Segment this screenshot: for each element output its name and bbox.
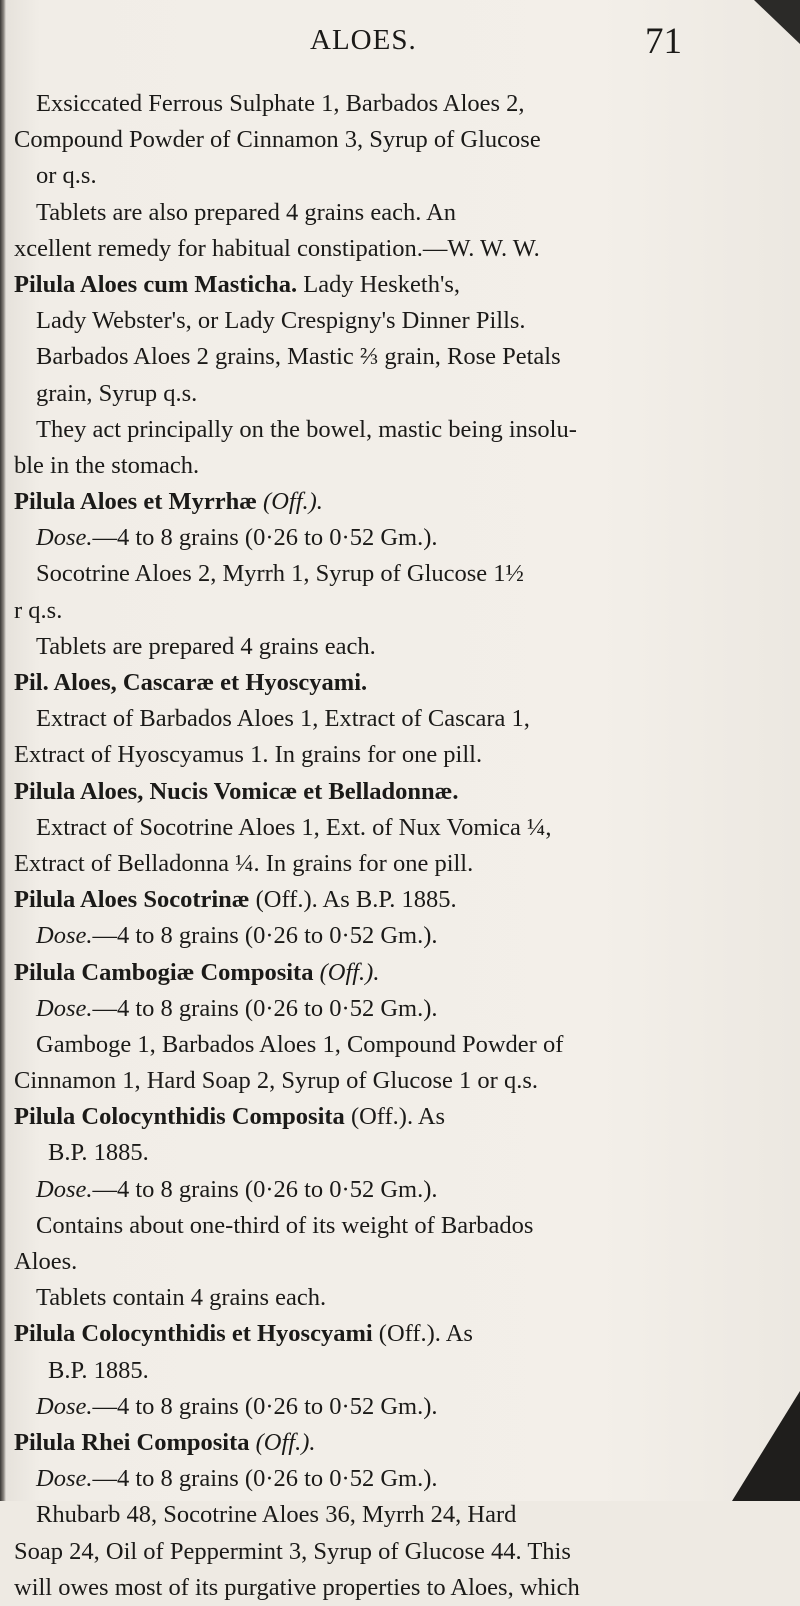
dose-line: Dose.—4 to 8 grains (0·26 to 0·52 Gm.). xyxy=(36,524,438,552)
text-line: Extract of Socotrine Aloes 1, Ext. of Nux Vomica ¼, xyxy=(36,813,552,841)
text-line: Lady Webster's, or Lady Crespigny's Dinner Pills. xyxy=(36,307,526,335)
dose-line: Dose.—4 to 8 grains (0·26 to 0·52 Gm.). xyxy=(36,994,438,1022)
text-line: Compound Powder of Cinnamon 3, Syrup of Glucose xyxy=(14,126,541,154)
text-line: They act principally on the bowel, mastic being insolu- xyxy=(36,415,577,443)
entry-heading: Pilula Aloes cum Masticha. Lady Hesketh's, xyxy=(14,270,461,298)
entry-heading: Pilula Aloes Socotrinæ (Off.). As B.P. 1885. xyxy=(14,886,457,914)
page-gutter-shadow xyxy=(0,0,6,1501)
text-line: Extract of Barbados Aloes 1, Extract of Cascara 1, xyxy=(36,705,530,733)
entry-heading: Pilula Colocynthidis et Hyoscyami (Off.). As xyxy=(14,1320,473,1348)
page-header xyxy=(0,20,800,64)
text-line: Rhubarb 48, Socotrine Aloes 36, Myrrh 24, Hard xyxy=(36,1501,517,1529)
text-line: Tablets contain 4 grains each. xyxy=(36,1284,327,1312)
text-line: grain, Syrup q.s. xyxy=(36,379,198,407)
text-line: will owes most of its purgative properties to Aloes, which xyxy=(14,1573,580,1601)
text-line: Tablets are prepared 4 grains each. xyxy=(36,632,376,660)
dose-line: Dose.—4 to 8 grains (0·26 to 0·52 Gm.). xyxy=(36,922,438,950)
text-line: Cinnamon 1, Hard Soap 2, Syrup of Glucose 1 or q.s. xyxy=(14,1067,538,1095)
text-line: B.P. 1885. xyxy=(48,1139,149,1167)
entry-heading: Pilula Colocynthidis Composita (Off.). As xyxy=(14,1103,446,1131)
entry-heading: Pil. Aloes, Cascaræ et Hyoscyami. xyxy=(14,669,368,696)
text-line: Extract of Hyoscyamus 1. In grains for one pill. xyxy=(14,741,483,769)
text-line: Aloes. xyxy=(14,1248,78,1275)
text-line: Exsiccated Ferrous Sulphate 1, Barbados Aloes 2, xyxy=(36,90,525,117)
text-line: Barbados Aloes 2 grains, Mastic ⅔ grain, Rose Petals xyxy=(36,343,561,371)
text-line: Tablets are also prepared 4 grains each. An xyxy=(36,198,457,226)
text-line: xcellent remedy for habitual constipation.—W. W. W. xyxy=(14,234,540,262)
text-line: Soap 24, Oil of Peppermint 3, Syrup of Glucose 44. This xyxy=(14,1537,571,1565)
entry-heading: Pilula Cambogiæ Composita (Off.). xyxy=(14,958,380,986)
running-head: ALOES. xyxy=(310,24,417,56)
dose-line: Dose.—4 to 8 grains (0·26 to 0·52 Gm.). xyxy=(36,1465,438,1493)
text-line: Contains about one-third of its weight of Barbados xyxy=(36,1211,534,1239)
text-line: ble in the stomach. xyxy=(14,451,200,479)
text-line: B.P. 1885. xyxy=(48,1356,149,1384)
entry-heading: Pilula Aloes et Myrrhæ (Off.). xyxy=(14,488,323,516)
entry-heading: Pilula Aloes, Nucis Vomicæ et Belladonnæ. xyxy=(14,777,459,805)
text-line: Extract of Belladonna ¼. In grains for one pill. xyxy=(14,849,474,877)
text-line: Socotrine Aloes 2, Myrrh 1, Syrup of Glucose 1½ xyxy=(36,560,524,588)
entry-heading: Pilula Rhei Composita (Off.). xyxy=(14,1428,316,1456)
text-line: Gamboge 1, Barbados Aloes 1, Compound Powder of xyxy=(36,1030,564,1058)
dose-line: Dose.—4 to 8 grains (0·26 to 0·52 Gm.). xyxy=(36,1175,438,1203)
page-body xyxy=(14,86,800,1606)
page-number: 71 xyxy=(645,21,682,62)
text-line: or q.s. xyxy=(36,162,97,190)
dose-line: Dose.—4 to 8 grains (0·26 to 0·52 Gm.). xyxy=(36,1392,438,1420)
text-line: r q.s. xyxy=(14,596,63,624)
